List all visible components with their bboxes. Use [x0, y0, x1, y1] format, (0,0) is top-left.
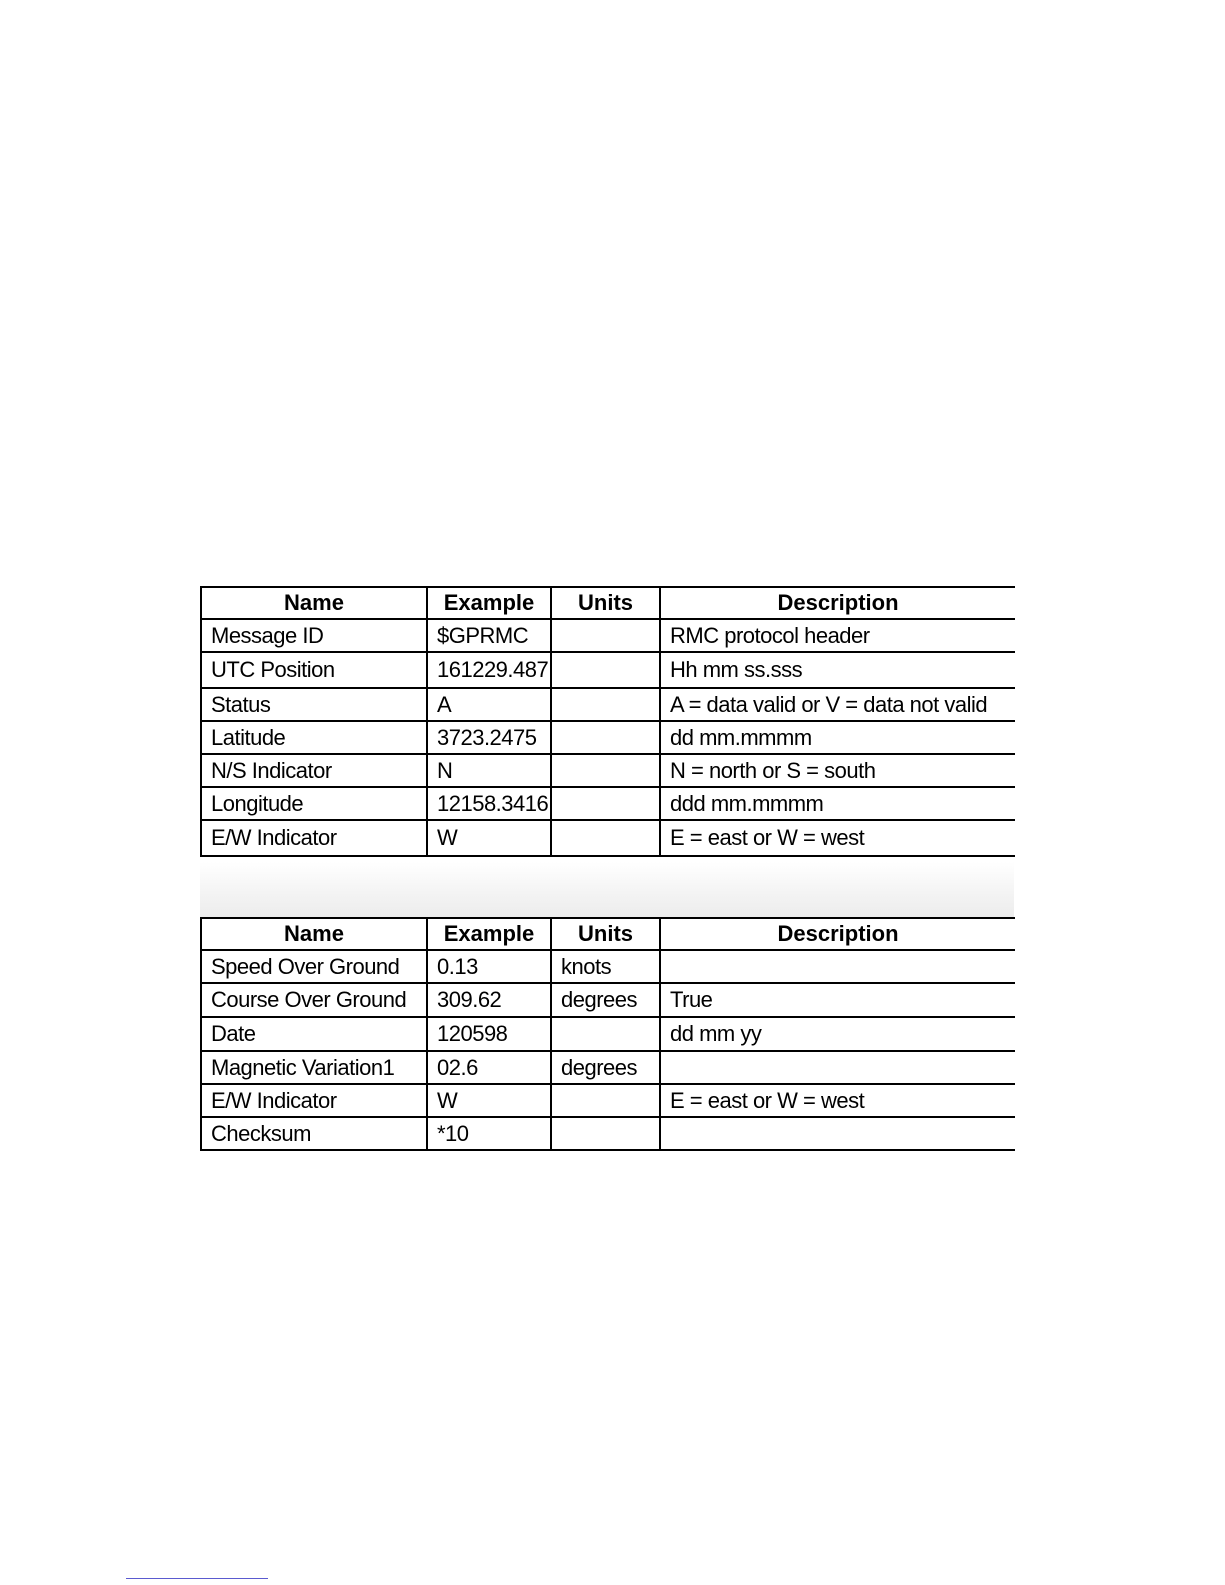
cell-name: Checksum	[201, 1117, 427, 1150]
rmc-fields-table-part-2	[200, 917, 1015, 1151]
table-row	[201, 983, 1015, 1017]
table-row	[201, 754, 1015, 787]
cell-units	[551, 820, 660, 856]
cell-description: E = east or W = west	[660, 820, 1015, 856]
cell-name: Speed Over Ground	[201, 950, 427, 983]
table-row	[201, 950, 1015, 983]
cell-description: dd mm yy	[660, 1017, 1015, 1051]
cell-description: ddd mm.mmmm	[660, 787, 1015, 820]
cell-name: Date	[201, 1017, 427, 1051]
cell-description	[660, 1117, 1015, 1150]
cell-name: UTC Position	[201, 652, 427, 688]
cell-units: degrees	[551, 1051, 660, 1084]
cell-units	[551, 1117, 660, 1150]
cell-units: degrees	[551, 983, 660, 1017]
cell-name: N/S Indicator	[201, 754, 427, 787]
table-separator-band	[200, 862, 1014, 918]
cell-example: A	[427, 688, 551, 721]
cell-example: 02.6	[427, 1051, 551, 1084]
table-row	[201, 652, 1015, 688]
cell-description: dd mm.mmmm	[660, 721, 1015, 754]
table-header-row	[201, 587, 1015, 619]
cell-description: RMC protocol header	[660, 619, 1015, 652]
cell-name: E/W Indicator	[201, 820, 427, 856]
rmc-fields-table-part-1	[200, 586, 1015, 857]
header-description: Description	[660, 918, 1015, 950]
table-row	[201, 1117, 1015, 1150]
footnote-separator	[126, 1578, 268, 1579]
cell-example: W	[427, 1084, 551, 1117]
cell-units	[551, 652, 660, 688]
cell-name: Course Over Ground	[201, 983, 427, 1017]
cell-description	[660, 950, 1015, 983]
cell-example: *10	[427, 1117, 551, 1150]
cell-example: N	[427, 754, 551, 787]
table-row	[201, 820, 1015, 856]
header-description: Description	[660, 587, 1015, 619]
cell-example: 161229.487	[427, 652, 551, 688]
header-example: Example	[427, 587, 551, 619]
cell-description: E = east or W = west	[660, 1084, 1015, 1117]
cell-name: Status	[201, 688, 427, 721]
cell-name: Latitude	[201, 721, 427, 754]
cell-name: Magnetic Variation1	[201, 1051, 427, 1084]
cell-name: Longitude	[201, 787, 427, 820]
cell-description: N = north or S = south	[660, 754, 1015, 787]
header-name: Name	[201, 587, 427, 619]
table-row	[201, 619, 1015, 652]
cell-name: Message ID	[201, 619, 427, 652]
cell-units	[551, 619, 660, 652]
header-example: Example	[427, 918, 551, 950]
cell-units	[551, 688, 660, 721]
cell-example: 3723.2475	[427, 721, 551, 754]
header-name: Name	[201, 918, 427, 950]
header-units: Units	[551, 587, 660, 619]
cell-example: 309.62	[427, 983, 551, 1017]
cell-units	[551, 1017, 660, 1051]
table-row	[201, 787, 1015, 820]
cell-description: Hh mm ss.sss	[660, 652, 1015, 688]
table-row	[201, 721, 1015, 754]
cell-description: True	[660, 983, 1015, 1017]
cell-units	[551, 754, 660, 787]
table-row	[201, 1084, 1015, 1117]
cell-description: A = data valid or V = data not valid	[660, 688, 1015, 721]
table-row	[201, 688, 1015, 721]
cell-units	[551, 787, 660, 820]
table-row	[201, 1051, 1015, 1084]
cell-units	[551, 721, 660, 754]
cell-example: 12158.3416	[427, 787, 551, 820]
cell-example: 0.13	[427, 950, 551, 983]
table-header-row	[201, 918, 1015, 950]
cell-units	[551, 1084, 660, 1117]
cell-units: knots	[551, 950, 660, 983]
cell-example: 120598	[427, 1017, 551, 1051]
header-units: Units	[551, 918, 660, 950]
cell-name: E/W Indicator	[201, 1084, 427, 1117]
cell-example: W	[427, 820, 551, 856]
table-row	[201, 1017, 1015, 1051]
cell-example: $GPRMC	[427, 619, 551, 652]
cell-description	[660, 1051, 1015, 1084]
